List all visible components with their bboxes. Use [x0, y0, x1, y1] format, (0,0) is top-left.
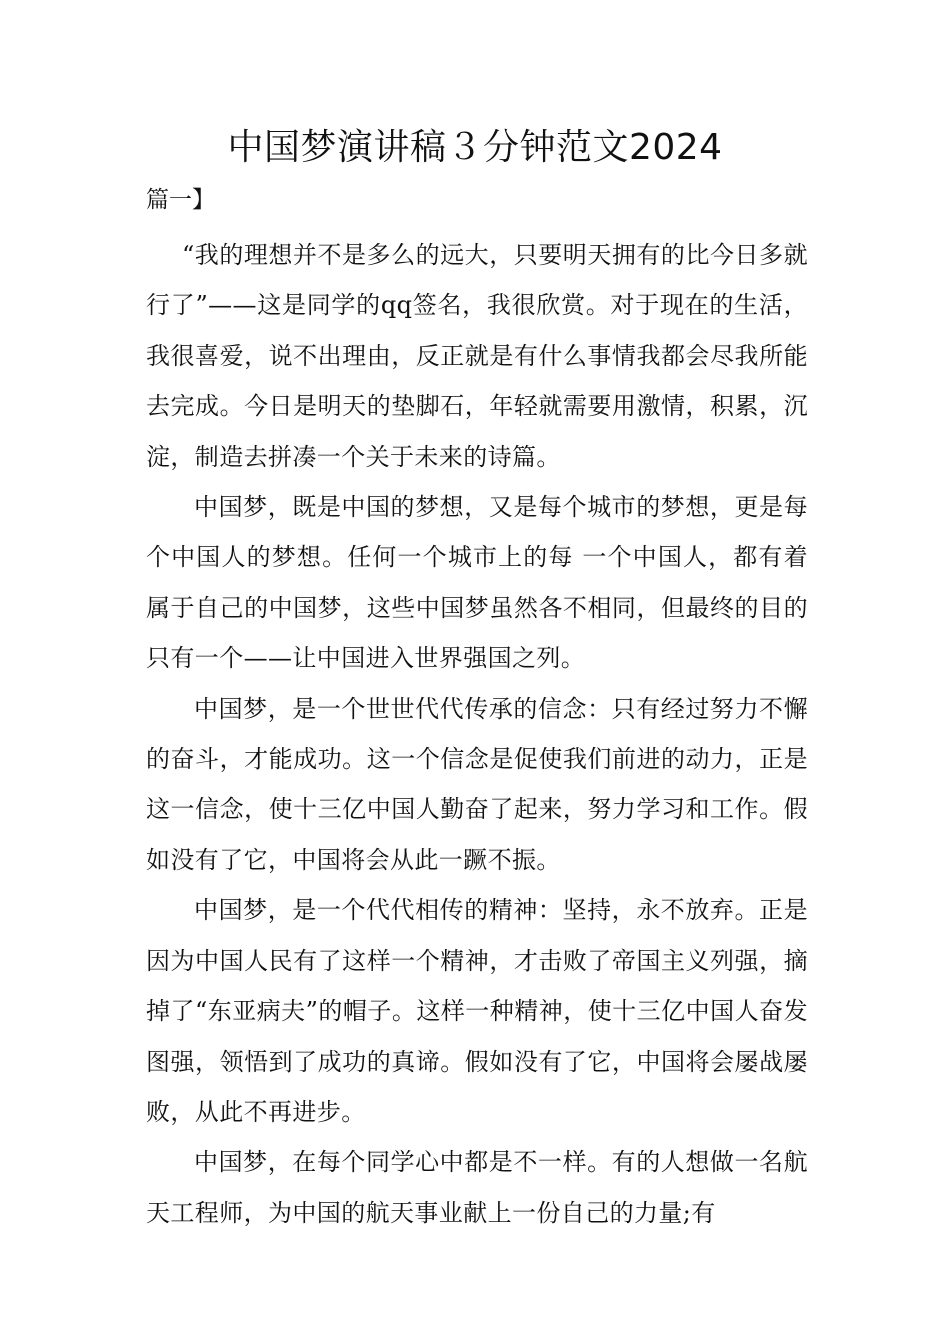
document-body [146, 230, 808, 1238]
paragraph-4: 中国梦，是一个代代相传的精神：坚持，永不放弃。正是因为中国人民有了这样一个精神，才击败了帝国主义列强，摘掉了“东亚病夫”的帽子。这样一种精神，使十三亿中国人奋发图强，领悟到了成功的真谛。假如没有了它，中国将会屡战屡败，从此不再进步。 [146, 896, 808, 1126]
paragraph-2: 中国梦，既是中国的梦想，又是每个城市的梦想，更是每个中国人的梦想。任何一个城市上的每 一个中国人，都有着属于自己的中国梦，这些中国梦虽然各不相同，但最终的目的只有一个——让中国进入世界强国之列。 [146, 493, 808, 673]
document-title: 中国梦演讲稿３分钟范文2024 [227, 127, 723, 168]
section-label: 篇一】 [146, 187, 215, 213]
paragraph-3: 中国梦，是一个世世代代传承的信念：只有经过努力不懈的奋斗，才能成功。这一个信念是促使我们前进的动力，正是这一信念，使十三亿中国人勤奋了起来，努力学习和工作。假如没有了它，中国将会从此一蹶不振。 [146, 694, 808, 874]
paragraph-1: “我的理想并不是多么的远大，只要明天拥有的比今日多就行了”——这是同学的qq签名，我很欣赏。对于现在的生活，我很喜爱，说不出理由，反正就是有什么事情我都会尽我所能去完成。今日是明天的垫脚石，年轻就需要用激情，积累，沉淀，制造去拼凑一个关于未来的诗篇。 [146, 241, 808, 471]
paragraph-5: 中国梦，在每个同学心中都是不一样。有的人想做一名航天工程师，为中国的航天事业献上一份自己的力量;有 [146, 1148, 808, 1227]
